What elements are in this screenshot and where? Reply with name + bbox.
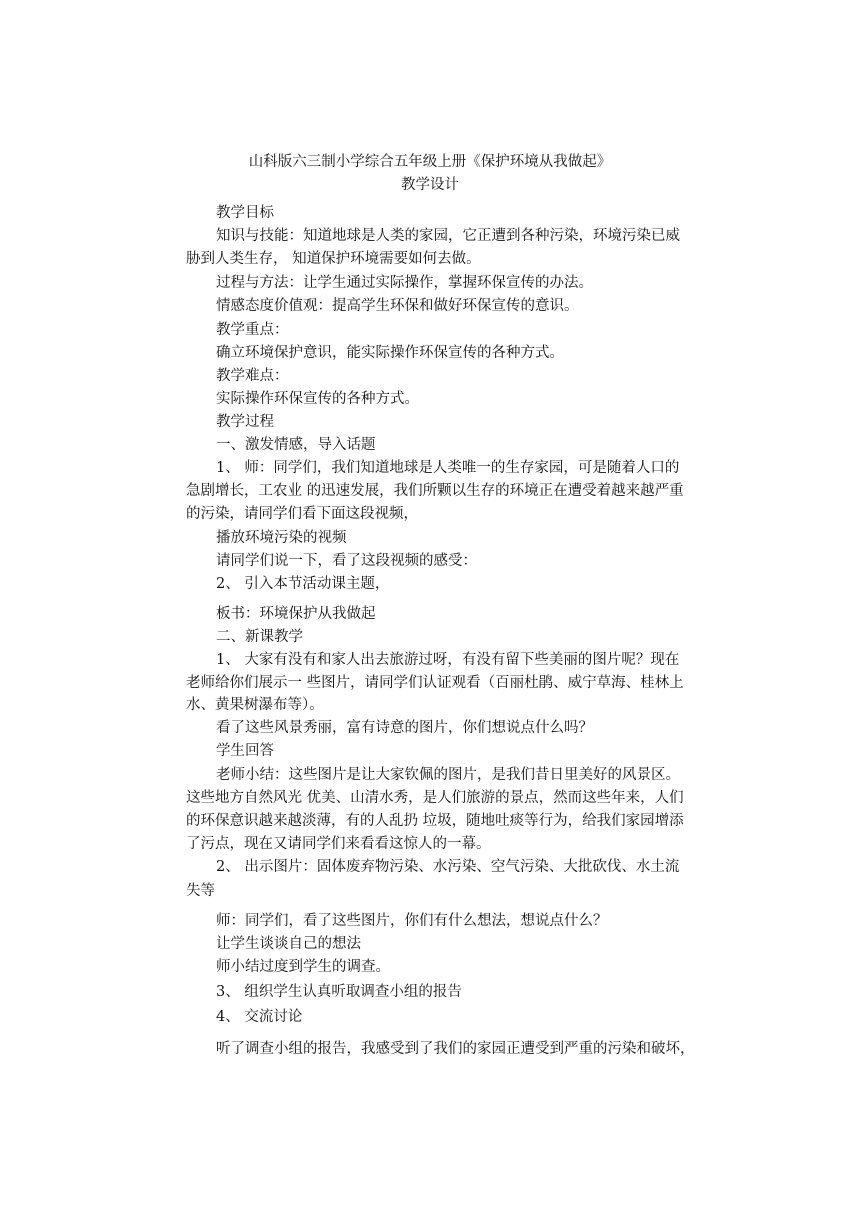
body-line: 这些地方自然风光 优美、山清水秀，是人们旅游的景点，然而这些年来，人们 [186, 790, 684, 806]
section-heading: 二、新课教学 [216, 629, 303, 645]
body-line: 失等 [186, 883, 215, 899]
body-line: 水、黄果树瀑布等）。 [186, 697, 324, 713]
heading-objectives: 教学目标 [216, 205, 274, 221]
body-line: 的污染，请同学们看下面这段视频， [186, 506, 418, 522]
body-line: 师：同学们，看了这些图片，你们有什么想法，想说点什么？ [216, 913, 608, 929]
body-line: 4、 交流讨论 [216, 1009, 303, 1025]
body-line: 学生回答 [216, 743, 274, 759]
body-line: 老师给你们展示一 些图片，请同学们认证观看（百丽杜鹃、威宁草海、桂林上 [186, 675, 684, 691]
body-line: 胁到人类生存， 知道保护环境需要如何去做。 [186, 251, 481, 267]
board-writing: 板书：环境保护从我做起 [216, 606, 376, 622]
heading-key-points: 教学重点： [216, 322, 289, 338]
document-title: 山科版六三制小学综合五年级上册《保护环境从我做起》 [248, 154, 612, 170]
body-line: 看了这些风景秀丽，富有诗意的图片，你们想说点什么吗？ [216, 720, 593, 736]
body-line: 1、 大家有没有和家人出去旅游过呀，有没有留下些美丽的图片呢？现在 [216, 652, 680, 668]
body-line: 过程与方法：让学生通过实际操作，掌握环保宣传的办法。 [216, 275, 593, 291]
body-line: 知识与技能：知道地球是人类的家园，它正遭到各种污染，环境污染已威 [216, 228, 680, 244]
document-subtitle: 教学设计 [401, 177, 459, 193]
body-line: 师小结过度到学生的调查。 [216, 959, 390, 975]
body-line: 情感态度价值观：提高学生环保和做好环保宣传的意识。 [216, 298, 579, 314]
section-heading: 一、激发情感，导入话题 [216, 437, 376, 453]
body-line: 了污点，现在又请同学们来看看这惊人的一幕。 [186, 836, 491, 852]
body-line: 播放环境污染的视频 [216, 530, 347, 546]
body-line: 2、 出示图片：固体废弃物污染、水污染、空气污染、大批砍伐、水土流 [216, 859, 680, 875]
body-line: 1、 师：同学们，我们知道地球是人类唯一的生存家园，可是随着人口的 [216, 460, 680, 476]
heading-process: 教学过程 [216, 414, 274, 430]
body-line: 的环保意识越来越淡薄，有的人乱扔 垃圾，随地吐痰等行为，给我们家园增添 [186, 813, 684, 829]
heading-difficulties: 教学难点： [216, 368, 289, 384]
body-line: 3、 组织学生认真听取调查小组的报告 [216, 984, 462, 1000]
body-line: 急剧增长，工农业 的迅速发展，我们所颗以生存的环境正在遭受着越来越严重 [186, 483, 684, 499]
body-line: 让学生谈谈自己的想法 [216, 936, 361, 952]
body-line: 请同学们说一下，看了这段视频的感受： [216, 553, 477, 569]
body-line: 确立环境保护意识，能实际操作环保宣传的各种方式。 [216, 345, 564, 361]
body-line: 2、 引入本节活动课主题， [216, 576, 390, 592]
body-line: 老师小结：这些图片是让大家钦佩的图片，是我们昔日里美好的风景区。 [216, 767, 680, 783]
body-line: 听了调查小组的报告，我感受到了我们的家园正遭受到严重的污染和破坏， [216, 1041, 695, 1057]
body-line: 实际操作环保宣传的各种方式。 [216, 391, 419, 407]
